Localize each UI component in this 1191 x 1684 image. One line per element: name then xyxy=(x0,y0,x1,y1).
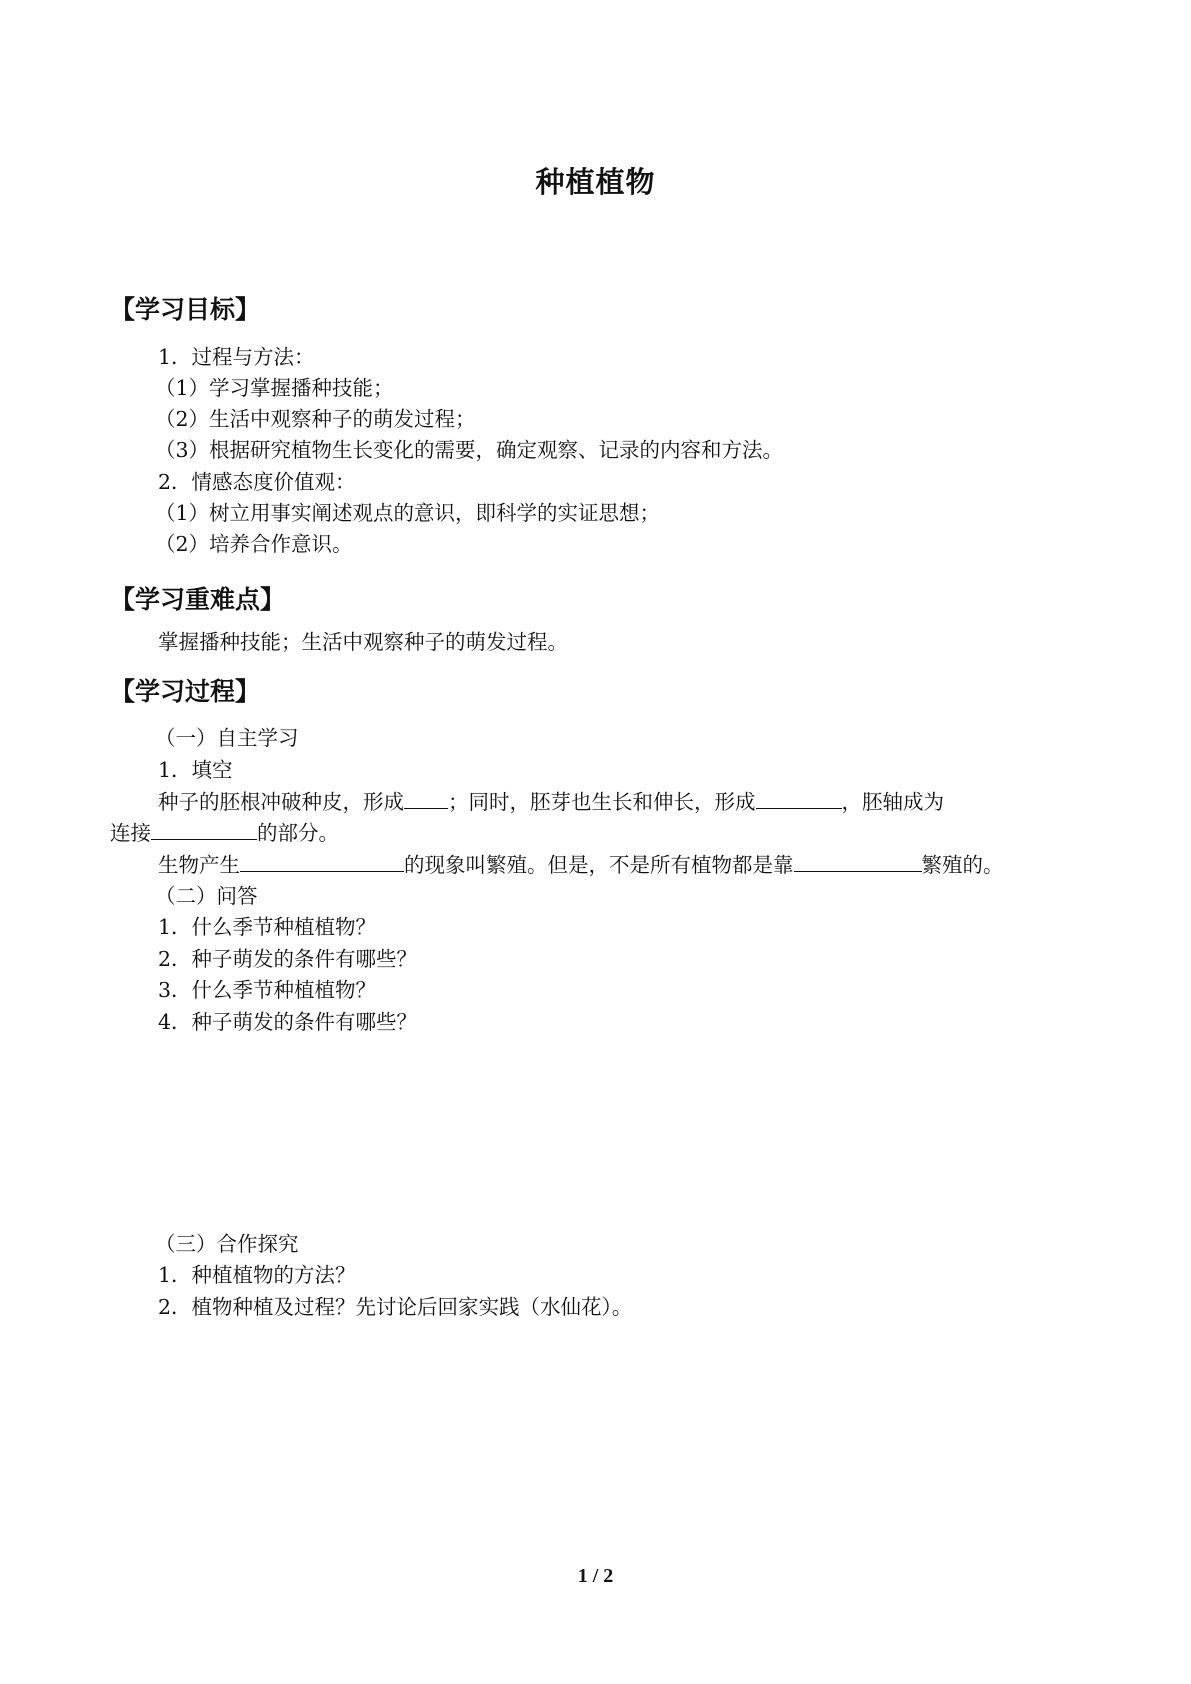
fill-question-1 xyxy=(158,789,944,815)
fill-label: 1．填空 xyxy=(158,758,233,782)
question-item: 1．什么季节种植植物？ xyxy=(158,915,377,939)
section-heading-goals: 【学习目标】 xyxy=(110,295,261,324)
goal-line: 2．情感态度价值观： xyxy=(158,470,356,494)
answer-blank[interactable] xyxy=(794,853,922,872)
goal-line: （2）生活中观察种子的萌发过程； xyxy=(155,407,476,431)
keypoints-text: 掌握播种技能；生活中观察种子的萌发过程。 xyxy=(158,630,568,654)
goal-line: （1）树立用事实阐述观点的意识，即科学的实证思想； xyxy=(155,501,661,525)
goal-line: （2）培养合作意识。 xyxy=(155,532,353,556)
page-number: 1 / 2 xyxy=(577,1565,614,1587)
question-item: 3．什么季节种植植物？ xyxy=(158,978,377,1002)
fill-text: 连接 xyxy=(110,821,151,845)
question-item: 2．种子萌发的条件有哪些？ xyxy=(158,947,418,971)
answer-blank[interactable] xyxy=(240,853,404,872)
section-heading-process: 【学习过程】 xyxy=(110,677,261,706)
goal-line: （1）学习掌握播种技能； xyxy=(155,376,394,400)
document-title: 种植植物 xyxy=(535,165,656,199)
section-heading-keypoints: 【学习重难点】 xyxy=(110,585,286,614)
fill-text: 种子的胚根冲破种皮，形成 xyxy=(158,790,404,814)
inquiry-item: 1．种植植物的方法？ xyxy=(158,1263,356,1287)
subsection-inquiry: （三）合作探究 xyxy=(155,1232,299,1256)
fill-text: ，胚轴成为 xyxy=(841,790,944,814)
fill-text: 繁殖的。 xyxy=(921,853,1004,877)
inquiry-item: 2．植物种植及过程？先讨论后回家实践（水仙花）。 xyxy=(158,1295,633,1319)
fill-text: 的现象叫繁殖。但是，不是所有植物都是靠 xyxy=(404,853,794,877)
question-item: 4．种子萌发的条件有哪些？ xyxy=(158,1010,418,1034)
fill-question-1-cont xyxy=(110,820,339,846)
goal-line: （3）根据研究植物生长变化的需要，确定观察、记录的内容和方法。 xyxy=(155,438,784,462)
goal-line: 1．过程与方法： xyxy=(158,345,315,369)
fill-text: 生物产生 xyxy=(158,853,240,877)
fill-question-2 xyxy=(158,852,1004,878)
answer-blank[interactable] xyxy=(756,790,842,809)
fill-text: ；同时，胚芽也生长和伸长，形成 xyxy=(448,790,756,814)
answer-blank[interactable] xyxy=(151,821,257,840)
answer-blank[interactable] xyxy=(404,790,448,809)
subsection-qa: （二）问答 xyxy=(155,884,258,908)
fill-text: 的部分。 xyxy=(257,821,339,845)
subsection-self-study: （一）自主学习 xyxy=(155,726,299,750)
